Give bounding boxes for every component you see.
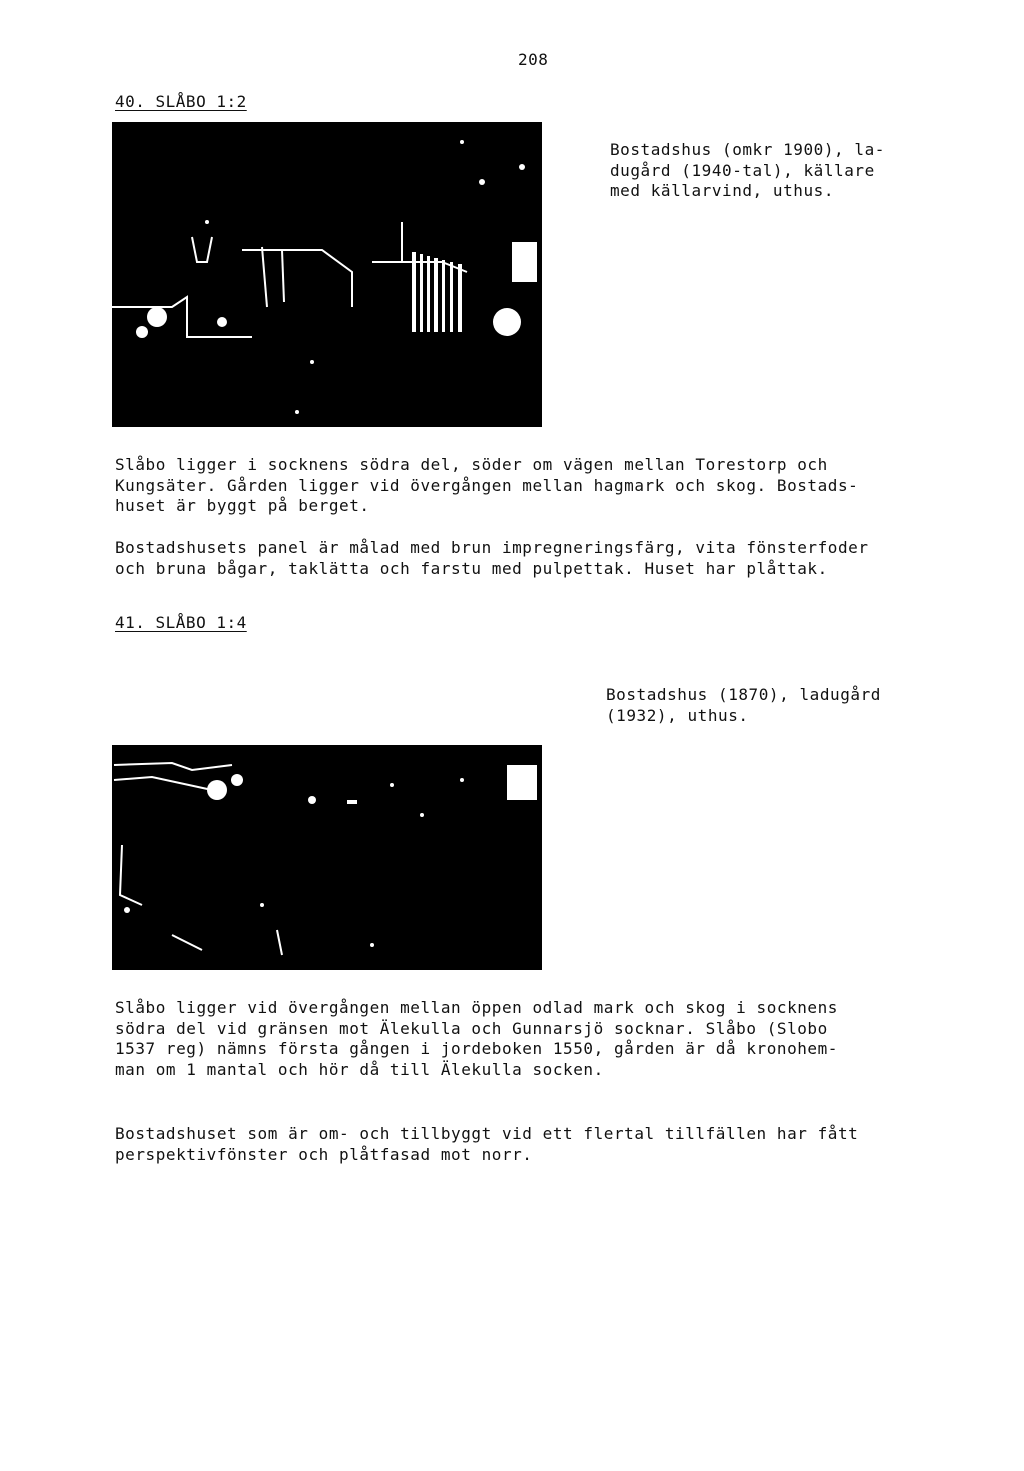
caption-line: Bostadshus (omkr 1900), la- xyxy=(610,140,885,159)
text-line: Bostadshuset som är om- och tillbyggt vid ett flertal tillfällen har fått xyxy=(115,1124,859,1143)
page-number: 208 xyxy=(518,50,549,69)
farmhouse-photo-graphic xyxy=(112,745,542,970)
caption-line: med källarvind, uthus. xyxy=(610,181,835,200)
text-line: huset är byggt på berget. xyxy=(115,496,370,515)
text-line: 1537 reg) nämns första gången i jordeboken 1550, gården är då kronohem- xyxy=(115,1039,838,1058)
section-41-photo xyxy=(112,745,542,970)
farmhouse-photo-graphic xyxy=(112,122,542,427)
section-40-heading: 40. SLÅBO 1:2 xyxy=(115,92,247,111)
section-40-photo xyxy=(112,122,542,427)
text-line: perspektivfönster och plåtfasad mot norr. xyxy=(115,1144,533,1164)
section-41-paragraph-2 xyxy=(115,1124,858,1165)
section-40-caption xyxy=(610,140,885,202)
caption-line: (1932), uthus. xyxy=(606,705,749,725)
section-41-paragraph-1 xyxy=(115,998,838,1080)
text-line: Slåbo ligger vid övergången mellan öppen odlad mark och skog i socknens xyxy=(115,998,838,1017)
text-line: södra del vid gränsen mot Älekulla och Gunnarsjö socknar. Slåbo (Slobo xyxy=(115,1018,828,1038)
text-line: Slåbo ligger i socknens södra del, söder om vägen mellan Torestorp och xyxy=(115,455,828,474)
section-40-paragraph-2 xyxy=(115,538,869,579)
text-line: och bruna bågar, taklätta och farstu med pulpettak. Huset har plåttak. xyxy=(115,558,828,578)
section-41-caption xyxy=(606,685,881,726)
caption-line: dugård (1940-tal), källare xyxy=(610,160,875,180)
section-41-heading: 41. SLÅBO 1:4 xyxy=(115,613,247,632)
caption-line: Bostadshus (1870), ladugård xyxy=(606,685,881,704)
text-line: man om 1 mantal och hör då till Älekulla socken. xyxy=(115,1059,604,1079)
text-line: Kungsäter. Gården ligger vid övergången mellan hagmark och skog. Bostads- xyxy=(115,475,859,495)
text-line: Bostadshusets panel är målad med brun impregneringsfärg, vita fönsterfoder xyxy=(115,538,869,557)
section-40-paragraph-1 xyxy=(115,455,858,517)
